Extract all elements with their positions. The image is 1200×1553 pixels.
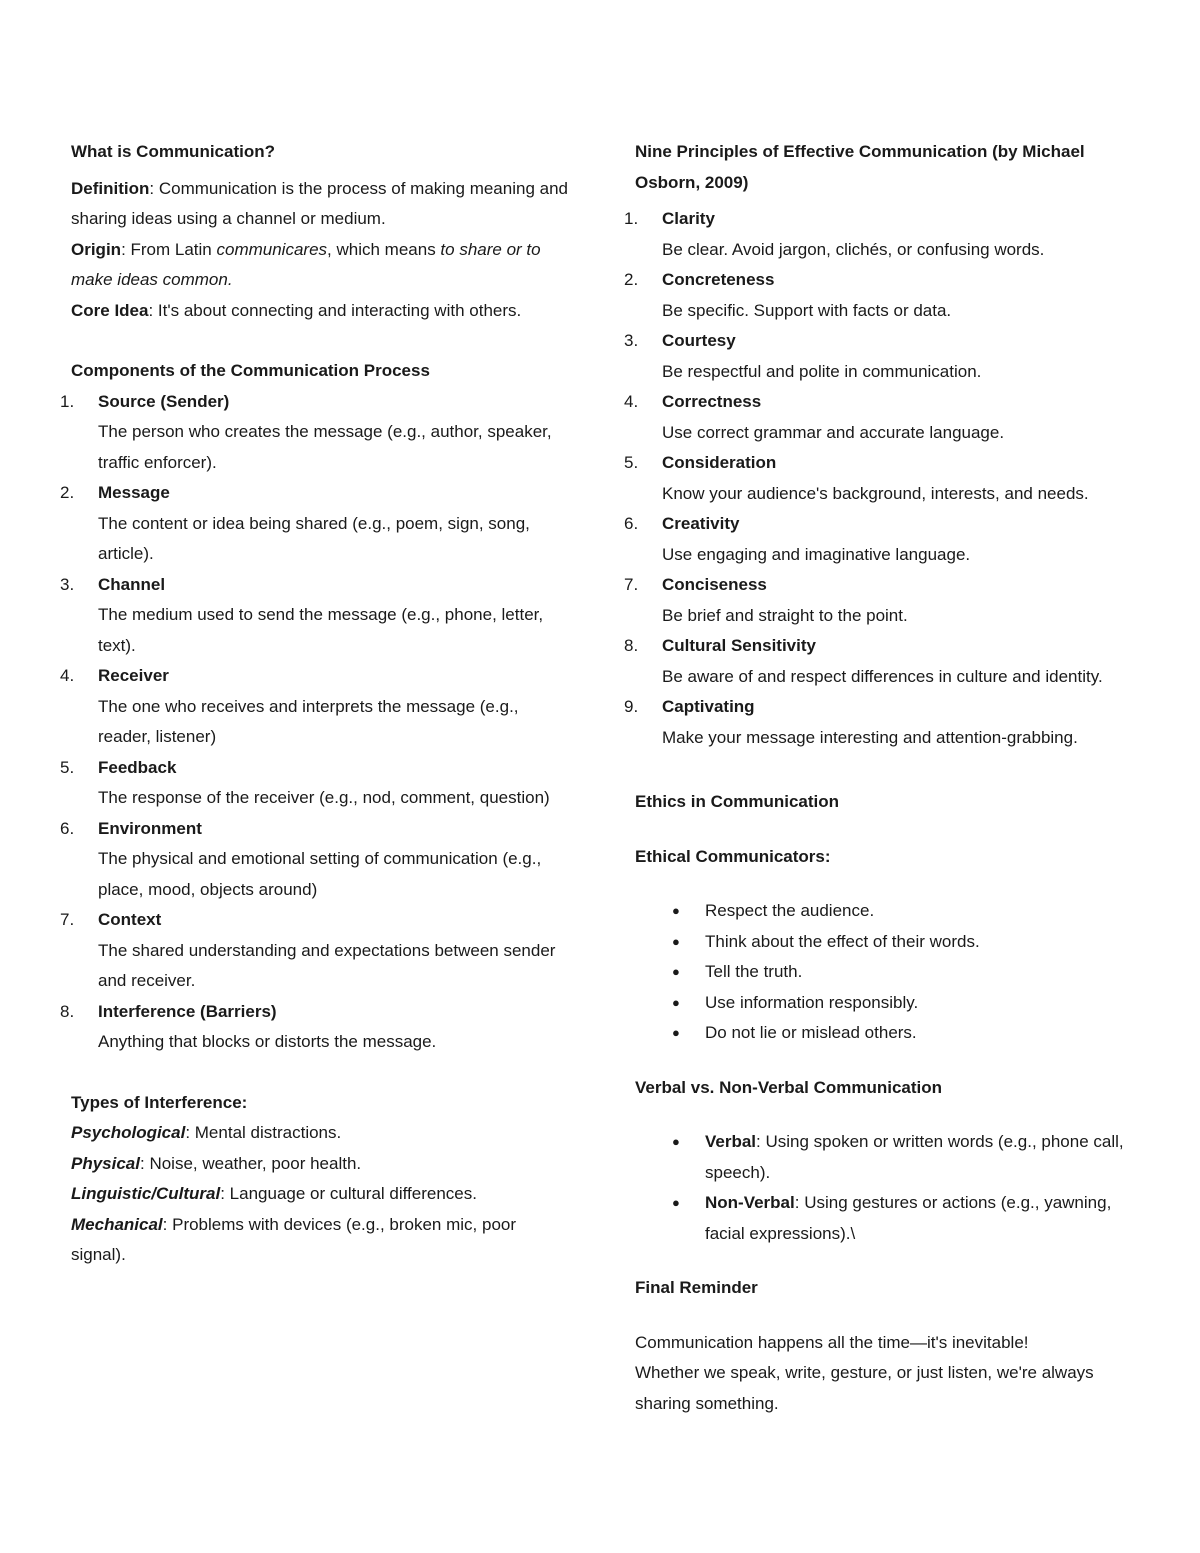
component-number: 1. xyxy=(60,391,75,411)
left-column xyxy=(60,137,571,1271)
components-heading: Components of the Communication Process xyxy=(71,361,430,380)
principle-number: 2. xyxy=(624,270,639,289)
principle-item xyxy=(624,570,1145,631)
what-is-communication-heading: What is Communication? xyxy=(71,142,275,161)
interference-label: Physical xyxy=(71,1153,140,1173)
principle-item xyxy=(624,631,1145,692)
ethics-bullet-list xyxy=(635,896,1145,1049)
principle-title: Consideration xyxy=(662,453,777,472)
components-list xyxy=(60,387,571,1058)
principle-item xyxy=(624,326,1145,387)
principle-description: Be respectful and polite in communication. xyxy=(662,361,982,381)
ethics-bullet-text: Do not lie or mislead others. xyxy=(705,1023,917,1042)
final-reminder-heading: Final Reminder xyxy=(635,1278,758,1297)
bullet-dot-icon: ● xyxy=(672,933,680,949)
principles-heading: Nine Principles of Effective Communication (by Michael Osborn, 2009) xyxy=(635,142,1085,192)
component-description: The physical and emotional setting of communication (e.g., place, mood, objects around) xyxy=(98,849,542,899)
interference-list xyxy=(71,1118,571,1271)
bullet-dot-icon: ● xyxy=(672,1134,680,1149)
interference-item xyxy=(71,1149,571,1180)
bullet-dot-icon: ● xyxy=(672,1195,680,1210)
principle-description: Be brief and straight to the point. xyxy=(662,605,908,625)
verbal-bullet-label: Verbal xyxy=(705,1132,757,1151)
component-number: 3. xyxy=(60,574,75,594)
principle-description: Make your message interesting and attention-grabbing. xyxy=(662,727,1078,747)
principles-list xyxy=(624,204,1145,753)
principle-item xyxy=(624,387,1145,448)
component-number: 2. xyxy=(60,483,75,502)
definition-label: Definition xyxy=(71,178,150,198)
principle-title: Correctness xyxy=(662,392,762,411)
principle-number: 9. xyxy=(624,697,639,716)
component-description: The response of the receiver (e.g., nod, comment, question) xyxy=(98,788,550,807)
ethics-bullet-item xyxy=(635,927,1145,958)
component-description: The person who creates the message (e.g., author, speaker, traffic enforcer). xyxy=(98,422,552,472)
principle-number: 3. xyxy=(624,331,639,350)
core-idea-paragraph xyxy=(71,296,571,327)
final-line-2: Whether we speak, write, gesture, or just listen, we're always sharing something. xyxy=(635,1363,1094,1413)
ethics-heading: Ethics in Communication xyxy=(635,792,840,811)
principle-item xyxy=(624,692,1145,753)
component-description: The shared understanding and expectations between sender and receiver. xyxy=(98,940,556,990)
component-title: Channel xyxy=(98,574,166,594)
principle-title: Creativity xyxy=(662,514,740,533)
ethical-communicators-heading: Ethical Communicators: xyxy=(635,846,831,866)
component-number: 6. xyxy=(60,818,75,838)
origin-label: Origin xyxy=(71,239,122,259)
ethics-bullet-item xyxy=(635,957,1145,988)
verbal-bullet-text: : Using spoken or written words (e.g., phone call, speech). xyxy=(705,1132,1124,1182)
definition-paragraph xyxy=(71,174,571,235)
origin-text-2: , which means xyxy=(327,239,441,259)
component-title: Interference (Barriers) xyxy=(98,1001,277,1021)
principle-title: Conciseness xyxy=(662,575,767,594)
verbal-bullet-item xyxy=(635,1188,1145,1249)
principle-description: Be aware of and respect differences in culture and identity. xyxy=(662,666,1103,686)
component-description: The one who receives and interprets the message (e.g., reader, listener) xyxy=(98,696,519,746)
verbal-nonverbal-heading: Verbal vs. Non-Verbal Communication xyxy=(635,1077,943,1097)
core-idea-text: : It's about connecting and interacting with others. xyxy=(148,300,522,320)
bullet-dot-icon: ● xyxy=(672,994,680,1010)
principle-description: Know your audience's background, interests, and needs. xyxy=(662,483,1089,503)
principle-title: Clarity xyxy=(662,209,715,228)
ethics-bullet-item xyxy=(635,988,1145,1019)
verbal-bullet-text: : Using gestures or actions (e.g., yawning, facial expressions).\ xyxy=(705,1193,1112,1243)
origin-paragraph xyxy=(71,235,571,296)
component-number: 5. xyxy=(60,757,75,777)
component-title: Context xyxy=(98,910,162,929)
principle-title: Courtesy xyxy=(662,331,736,350)
component-number: 4. xyxy=(60,666,75,685)
interference-label: Psychological xyxy=(71,1123,186,1142)
definition-text: : Communication is the process of making meaning and sharing ideas using a channel or medium. xyxy=(71,178,568,228)
component-title: Environment xyxy=(98,818,202,838)
component-title: Receiver xyxy=(98,666,169,685)
origin-meaning: to share or to make ideas common. xyxy=(71,239,541,289)
interference-text: : Language or cultural differences. xyxy=(220,1184,477,1203)
component-item xyxy=(60,905,571,997)
principle-title: Cultural Sensitivity xyxy=(662,636,816,655)
interference-label: Mechanical xyxy=(71,1214,163,1234)
interference-item xyxy=(71,1118,571,1149)
component-title: Message xyxy=(98,483,170,502)
ethics-bullet-item xyxy=(635,1018,1145,1049)
principle-item xyxy=(624,509,1145,570)
ethics-bullet-text: Think about the effect of their words. xyxy=(705,931,980,951)
ethics-bullet-text: Tell the truth. xyxy=(705,962,803,981)
interference-item xyxy=(71,1179,571,1210)
component-description: The content or idea being shared (e.g., poem, sign, song, article). xyxy=(98,513,530,563)
principle-number: 1. xyxy=(624,209,639,228)
right-column xyxy=(624,137,1145,1419)
component-description: The medium used to send the message (e.g., phone, letter, text). xyxy=(98,605,544,655)
component-item xyxy=(60,814,571,906)
component-item xyxy=(60,387,571,479)
component-number: 8. xyxy=(60,1001,75,1021)
verbal-bullet-item xyxy=(635,1127,1145,1188)
principle-description: Be clear. Avoid jargon, clichés, or confusing words. xyxy=(662,239,1045,259)
principle-number: 8. xyxy=(624,636,639,655)
interference-text: : Problems with devices (e.g., broken mic, poor signal). xyxy=(71,1214,517,1264)
component-item xyxy=(60,478,571,570)
component-description: Anything that blocks or distorts the message. xyxy=(98,1032,437,1051)
principle-description: Use correct grammar and accurate language. xyxy=(662,422,1005,442)
ethics-bullet-text: Use information responsibly. xyxy=(705,992,919,1012)
principle-title: Captivating xyxy=(662,697,755,716)
component-item xyxy=(60,661,571,753)
core-idea-label: Core Idea xyxy=(71,300,149,320)
origin-word: communicares xyxy=(216,239,328,259)
principle-number: 7. xyxy=(624,575,639,594)
component-item xyxy=(60,997,571,1058)
interference-text: : Noise, weather, poor health. xyxy=(140,1153,362,1173)
verbal-bullet-list xyxy=(635,1127,1145,1249)
principle-title: Concreteness xyxy=(662,270,775,289)
bullet-dot-icon: ● xyxy=(672,1025,680,1040)
principle-description: Use engaging and imaginative language. xyxy=(662,544,971,564)
component-title: Source (Sender) xyxy=(98,391,230,411)
principle-description: Be specific. Support with facts or data. xyxy=(662,300,952,320)
types-of-interference-heading: Types of Interference: xyxy=(71,1092,248,1112)
definition-block xyxy=(71,174,571,327)
principle-item xyxy=(624,265,1145,326)
bullet-dot-icon: ● xyxy=(672,903,680,918)
final-line-1: Communication happens all the time—it's inevitable! xyxy=(635,1332,1029,1352)
principle-item xyxy=(624,448,1145,509)
component-item xyxy=(60,570,571,662)
verbal-bullet-label: Non-Verbal xyxy=(705,1193,795,1212)
principle-item xyxy=(624,204,1145,265)
interference-label: Linguistic/Cultural xyxy=(71,1184,221,1203)
component-number: 7. xyxy=(60,910,75,929)
interference-item xyxy=(71,1210,571,1271)
ethics-bullet-text: Respect the audience. xyxy=(705,901,875,920)
interference-text: : Mental distractions. xyxy=(185,1123,342,1142)
component-item xyxy=(60,753,571,814)
principle-number: 6. xyxy=(624,514,639,533)
origin-text-1: : From Latin xyxy=(121,239,217,259)
ethics-bullet-item xyxy=(635,896,1145,927)
principle-number: 4. xyxy=(624,392,639,411)
component-title: Feedback xyxy=(98,757,177,777)
bullet-dot-icon: ● xyxy=(672,964,680,979)
final-reminder-text xyxy=(635,1328,1145,1420)
principle-number: 5. xyxy=(624,453,639,472)
